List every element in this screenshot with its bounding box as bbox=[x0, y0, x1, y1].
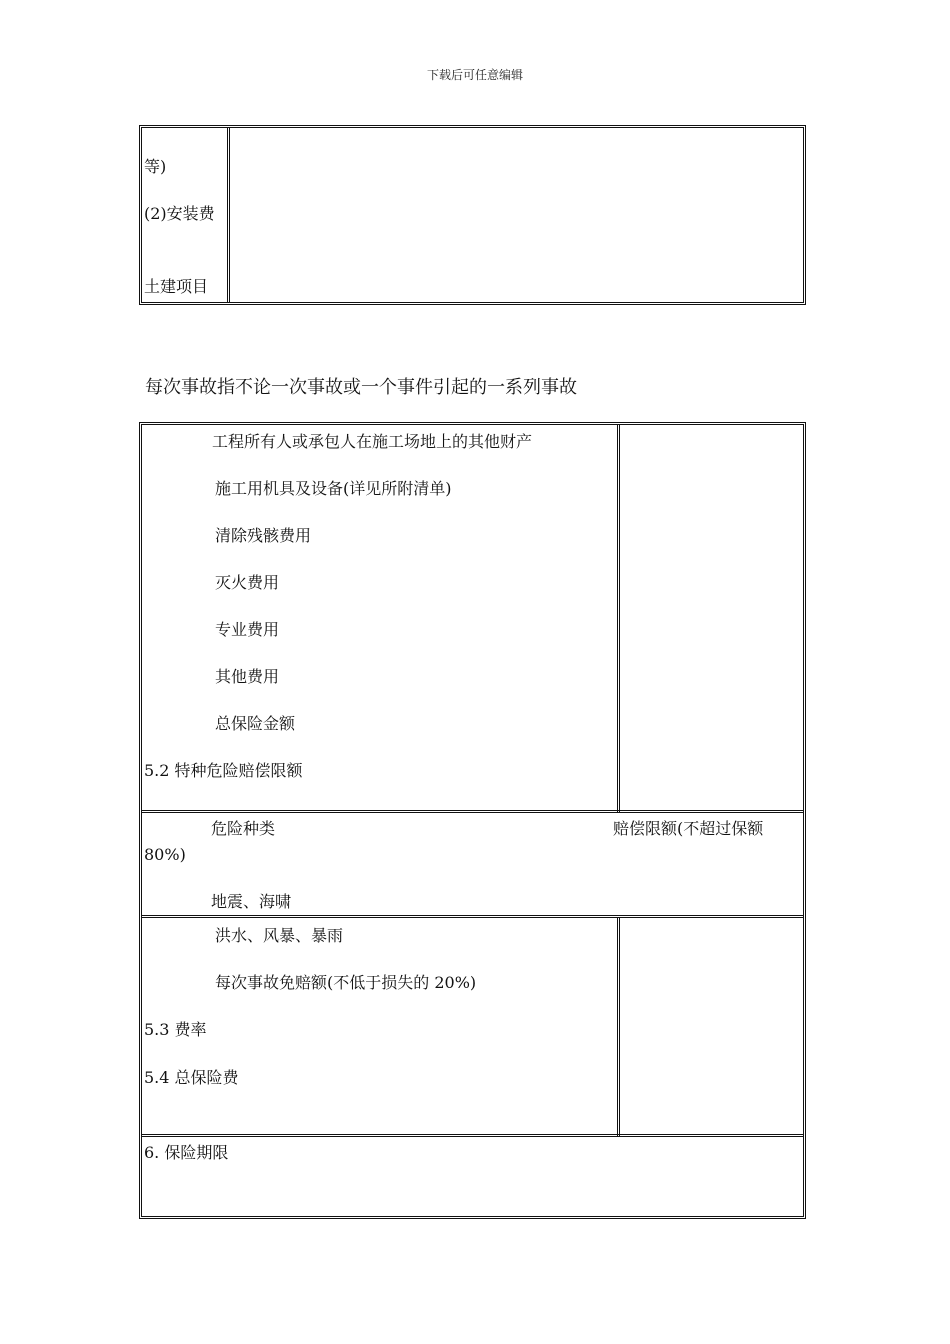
row-other-fees: 其他费用 bbox=[215, 667, 280, 686]
row-firefighting: 灭火费用 bbox=[215, 573, 280, 592]
limit-header-cont: 80%) bbox=[144, 845, 186, 864]
limit-header: 赔偿限额(不超过保额 bbox=[613, 819, 764, 838]
risk-type-header: 危险种类 bbox=[211, 819, 276, 838]
section-heading: 每次事故指不论一次事故或一个事件引起的一系列事故 bbox=[145, 377, 577, 398]
table-2-divider-a bbox=[617, 425, 620, 812]
table-1-line-1: 等) bbox=[144, 157, 167, 176]
row-deductible: 每次事故免赔额(不低于损失的 20%) bbox=[215, 973, 477, 992]
row-professional-fees: 专业费用 bbox=[215, 620, 280, 639]
table-1-line-3: 土建项目 bbox=[144, 277, 209, 296]
table-2-rule-2 bbox=[142, 915, 803, 918]
table-2-divider-c bbox=[617, 918, 620, 1136]
table-1-divider bbox=[227, 128, 230, 302]
table-1-line-2: (2)安装费 bbox=[144, 204, 215, 223]
row-total-sum-insured: 总保险金额 bbox=[215, 714, 296, 733]
row-special-risk-limit: 5.2 特种危险赔偿限额 bbox=[144, 761, 303, 780]
row-insurance-period: 6. 保险期限 bbox=[144, 1143, 229, 1162]
row-equipment: 施工用机具及设备(详见所附清单) bbox=[215, 479, 452, 498]
table-2-rule-3 bbox=[142, 1134, 803, 1137]
table-2-rule-1 bbox=[142, 810, 803, 813]
row-other-property: 工程所有人或承包人在施工场地上的其他财产 bbox=[212, 432, 533, 451]
row-total-premium: 5.4 总保险费 bbox=[144, 1068, 239, 1087]
row-debris-removal: 清除残骸费用 bbox=[215, 526, 312, 545]
page-header: 下载后可任意编辑 bbox=[426, 68, 523, 82]
row-flood: 洪水、风暴、暴雨 bbox=[215, 926, 344, 945]
row-rate: 5.3 费率 bbox=[144, 1020, 207, 1039]
table-1 bbox=[139, 125, 806, 305]
row-earthquake: 地震、海啸 bbox=[211, 892, 292, 911]
